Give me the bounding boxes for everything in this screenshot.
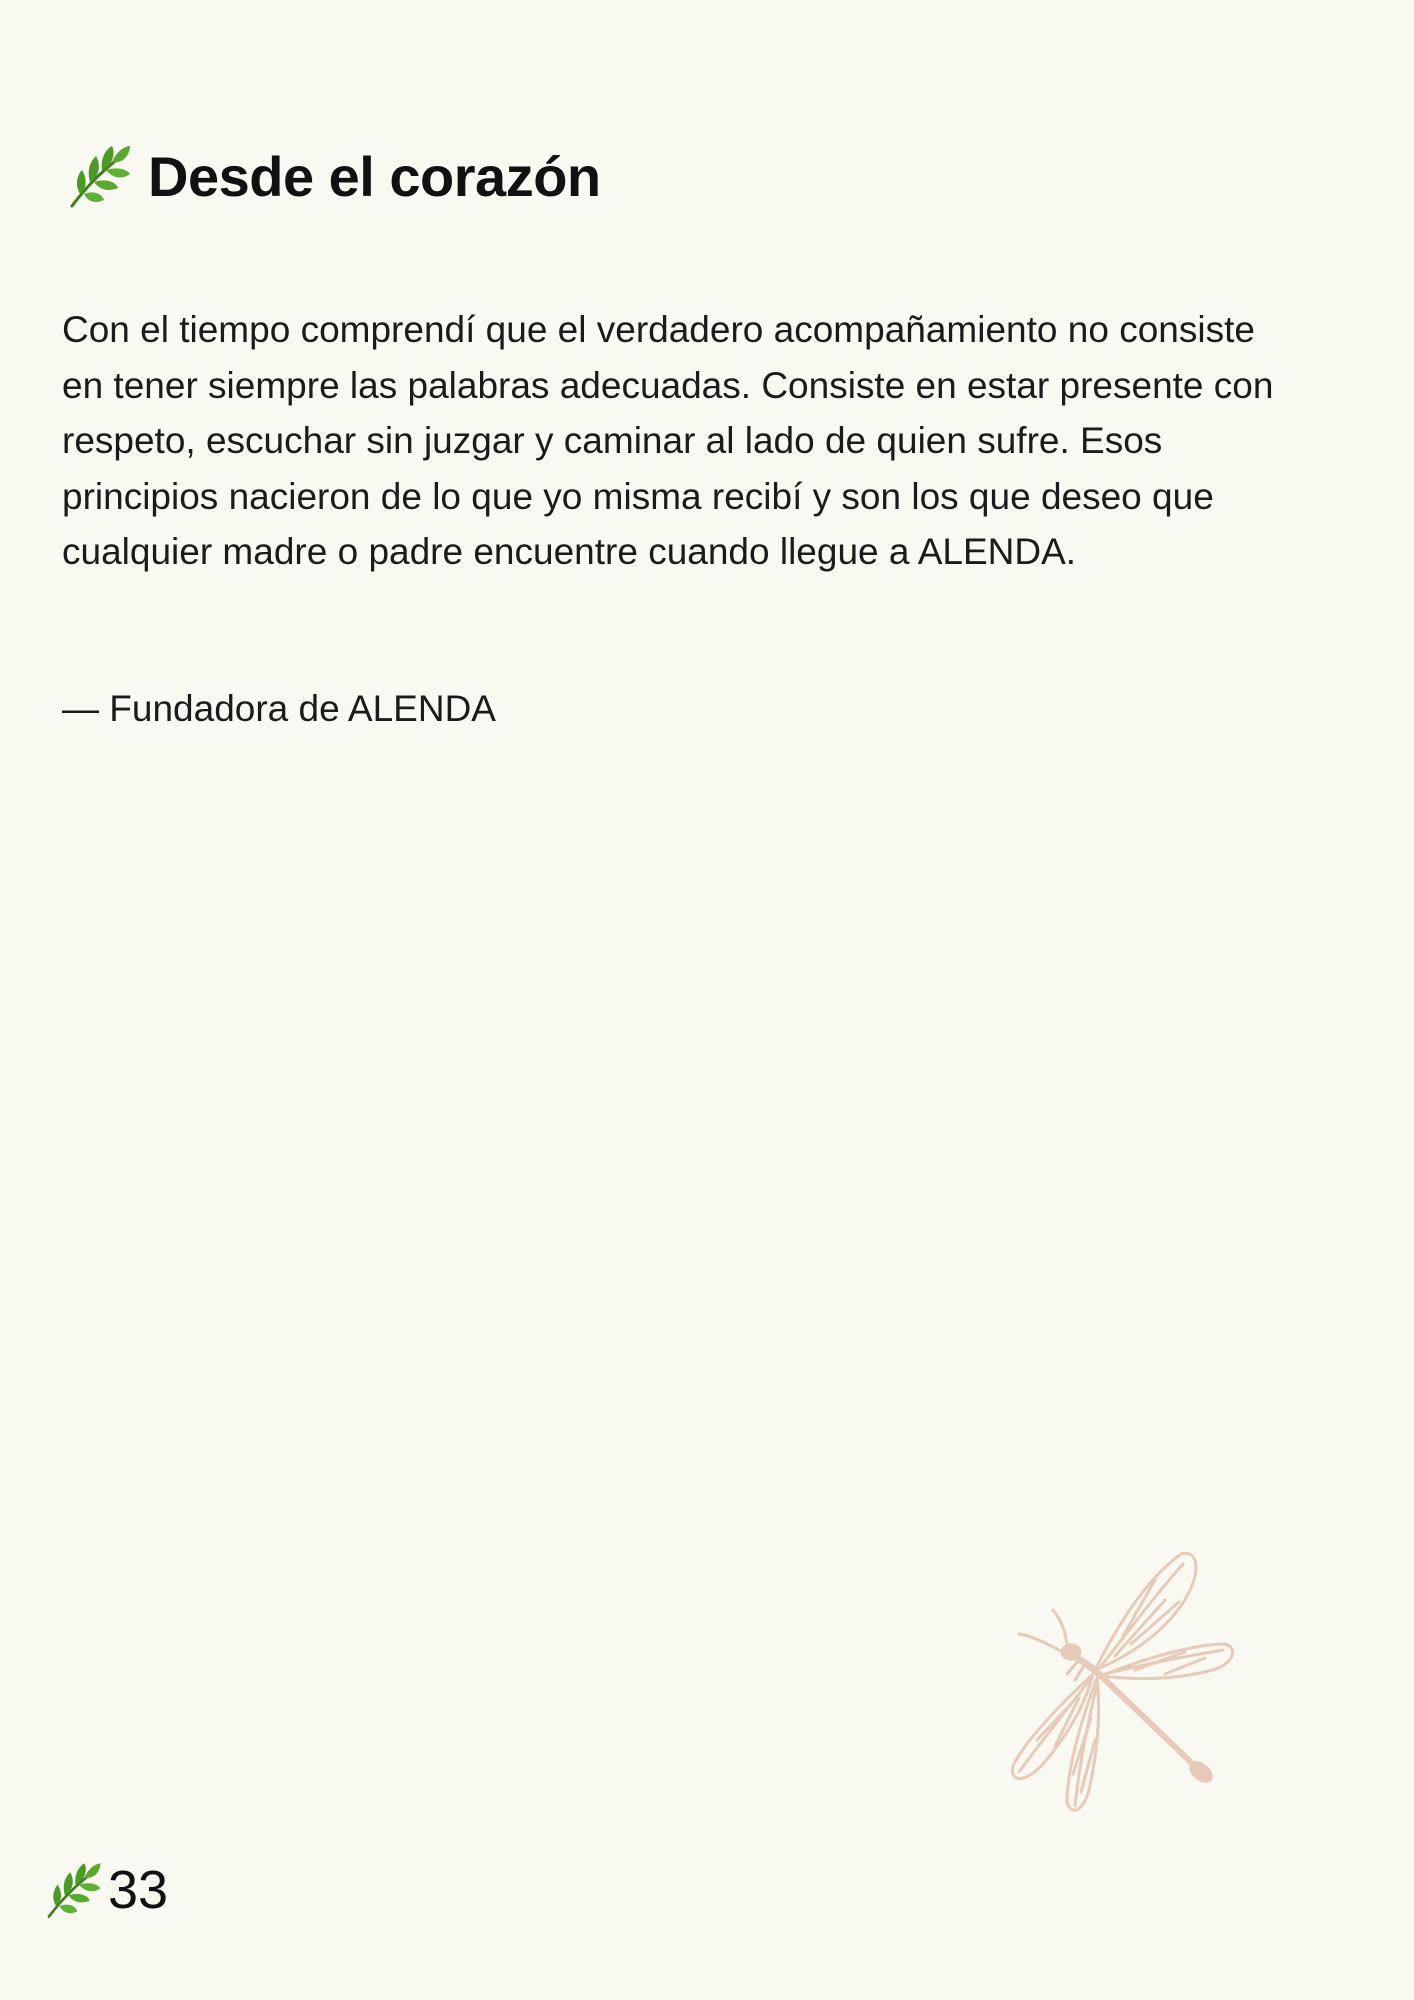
- body-paragraph: Con el tiempo comprendí que el verdadero acompañamiento no consiste en tener siempre las palabras adecuadas. Consiste en estar presente con respeto, escuchar sin juzgar y caminar al lado de quien sufre. Esos principios nacieron de lo que yo misma recibí y son los que deseo que cualquier madre o padre encuentre cuando llegue a ALENDA.: [62, 309, 1274, 572]
- signature: — Fundadora de ALENDA: [62, 688, 496, 729]
- dragonfly-icon: [955, 1540, 1255, 1820]
- herb-leaf-icon: [62, 140, 134, 212]
- herb-leaf-icon: [40, 1858, 104, 1922]
- page-number-value: 33: [108, 1860, 169, 1920]
- page-title: Desde el corazón: [148, 144, 601, 208]
- page-number: [40, 1858, 168, 1922]
- page-heading: [62, 140, 601, 212]
